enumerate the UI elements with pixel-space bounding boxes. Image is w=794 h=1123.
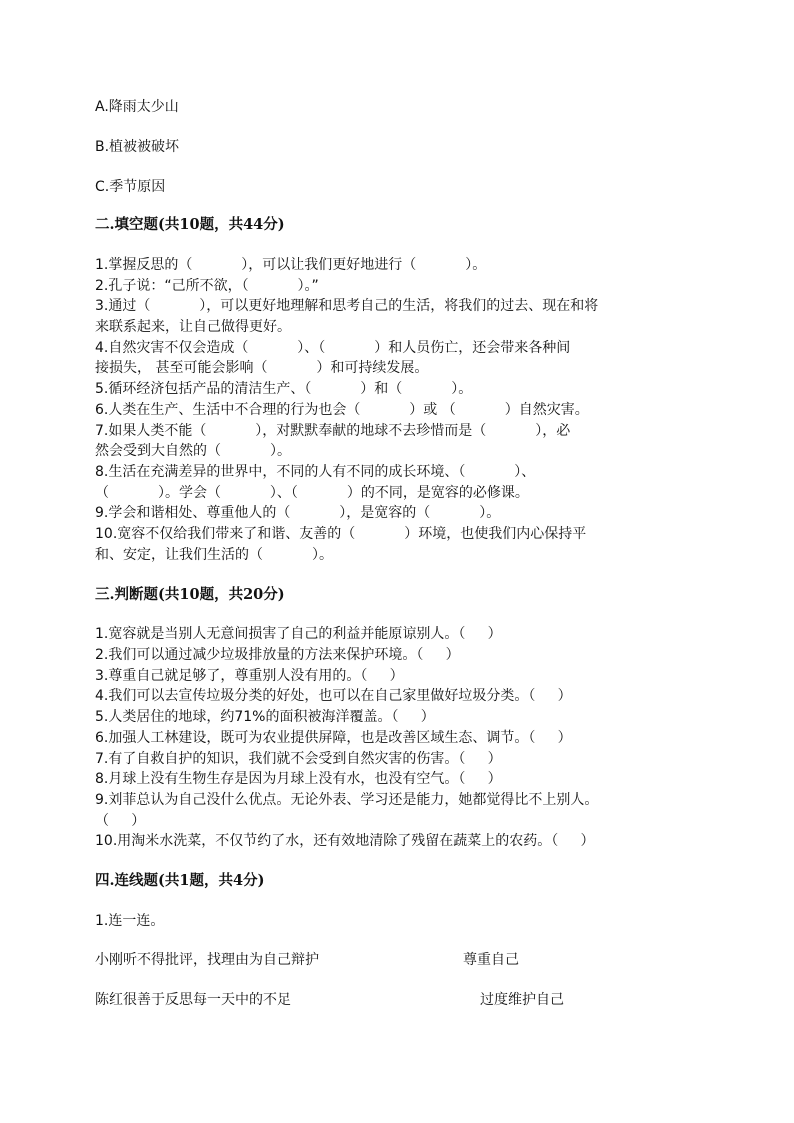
- fill-line: 8.生活在充满差异的世界中，不同的人有不同的成长环境、（ ）、: [95, 464, 536, 480]
- section2-title: 二.填空题(共10题，共44分): [95, 216, 285, 233]
- fill-line: （ ）。学会（ ）、（ ）的不同，是宽容的必修课。: [95, 485, 529, 501]
- fill-line: 然会受到大自然的（ ）。: [95, 443, 291, 459]
- fill-line: 4.自然灾害不仅会造成（ ）、（ ）和人员伤亡，还会带来各种间: [95, 340, 571, 356]
- match-left-item: 小刚听不得批评，找理由为自己辩护: [95, 952, 319, 968]
- fill-line: 接损失， 甚至可能会影响（ ）和可持续发展。: [95, 360, 429, 376]
- option-b: B.植被被破坏: [95, 139, 180, 155]
- judge-line: 6.加强人工林建设，既可为农业提供屏障，也是改善区域生态、调节。（ ）: [95, 730, 572, 746]
- judge-line: 1.宽容就是当别人无意间损害了自己的利益并能原谅别人。（ ）: [95, 626, 502, 642]
- fill-line: 6.人类在生产、生活中不合理的行为也会（ ）或 （ ）自然灾害。: [95, 402, 589, 418]
- fill-line: 2.孔子说：“己所不欲，（ ）。”: [95, 278, 319, 294]
- judge-line: 5.人类居住的地球，约71%的面积被海洋覆盖。（ ）: [95, 709, 435, 725]
- judge-line: 4.我们可以去宣传垃圾分类的好处，也可以在自己家里做好垃圾分类。（ ）: [95, 688, 572, 704]
- judge-line: 9.刘菲总认为自己没什么优点。无论外表、学习还是能力，她都觉得比不上别人。: [95, 792, 599, 808]
- fill-line: 和、安定，让我们生活的（ ）。: [95, 547, 333, 563]
- judge-line: （ ）: [95, 813, 146, 829]
- fill-line: 3.通过（ ），可以更好地理解和思考自己的生活，将我们的过去、现在和将: [95, 298, 599, 314]
- match-left-item: 陈红很善于反思每一天中的不足: [95, 992, 291, 1008]
- fill-line: 来联系起来，让自己做得更好。: [95, 319, 291, 335]
- match-right-item: 尊重自己: [463, 952, 519, 968]
- judge-line: 3.尊重自己就足够了，尊重别人没有用的。（ ）: [95, 668, 404, 684]
- option-a: A.降雨太少山: [95, 99, 179, 115]
- judge-line: 7.有了自救自护的知识，我们就不会受到自然灾害的伤害。（ ）: [95, 751, 502, 767]
- judge-line: 2.我们可以通过减少垃圾排放量的方法来保护环境。（ ）: [95, 647, 460, 663]
- judge-line: 10.用淘米水洗菜，不仅节约了水，还有效地清除了残留在蔬菜上的农药。（ ）: [95, 833, 595, 849]
- fill-line: 7.如果人类不能（ ），对默默奉献的地球不去珍惜而是（ ），必: [95, 423, 571, 439]
- match-right-item: 过度维护自己: [480, 992, 564, 1008]
- section3-title: 三.判断题(共10题，共20分): [95, 586, 285, 603]
- section4-title: 四.连线题(共1题，共4分): [95, 872, 265, 889]
- fill-line: 10.宽容不仅给我们带来了和谐、友善的（ ）环境，也使我们内心保持平: [95, 526, 587, 542]
- fill-line: 5.循环经济包括产品的清洁生产、（ ）和（ ）。: [95, 381, 473, 397]
- option-c: C.季节原因: [95, 179, 166, 195]
- fill-line: 9.学会和谐相处、尊重他人的（ ），是宽容的（ ）。: [95, 505, 501, 521]
- fill-line: 1.掌握反思的（ ），可以让我们更好地进行（ ）。: [95, 257, 487, 273]
- judge-line: 8.月球上没有生物生存是因为月球上没有水，也没有空气。（ ）: [95, 771, 502, 787]
- match-prompt: 1.连一连。: [95, 913, 165, 929]
